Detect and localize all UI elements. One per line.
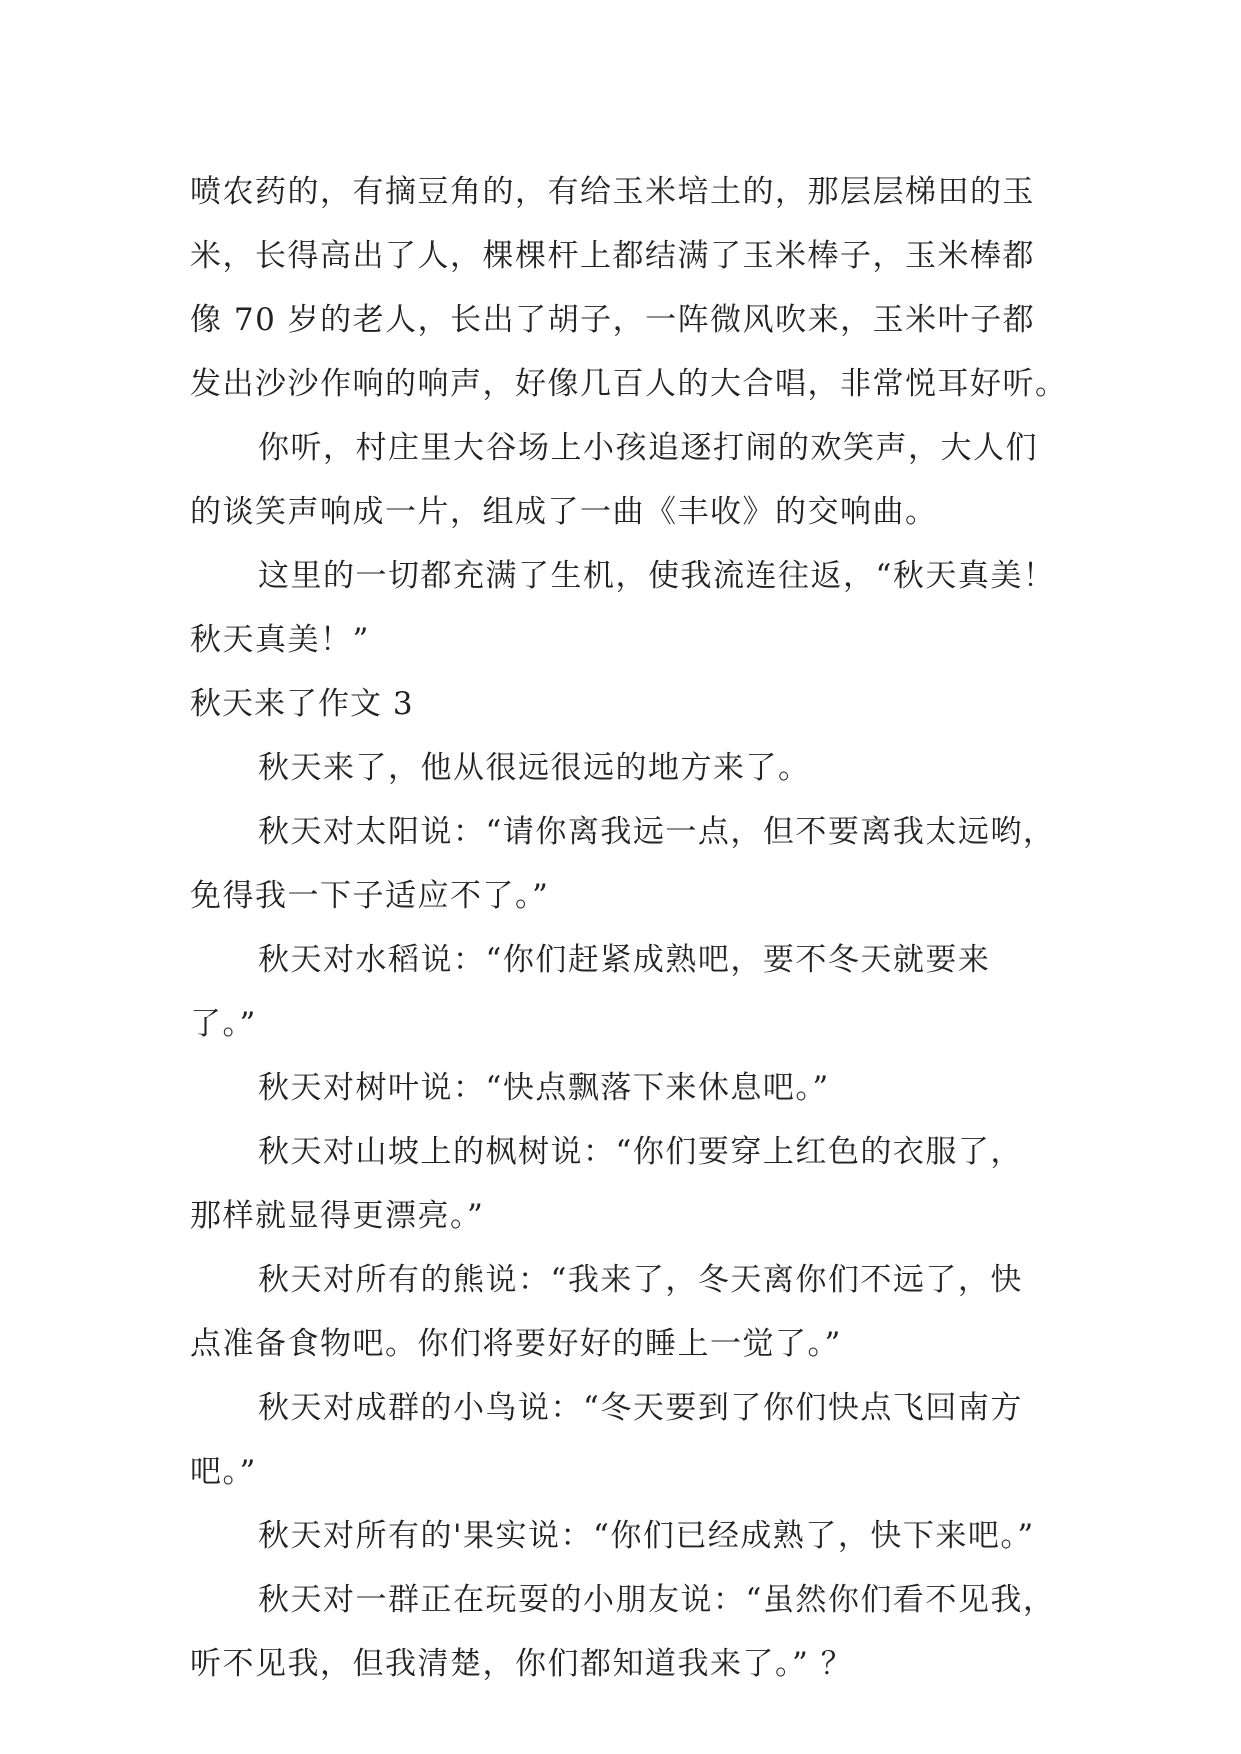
- text-line: 秋天真美！”: [190, 622, 370, 658]
- text-line: 像 70 岁的老人，长出了胡子，一阵微风吹来，玉米叶子都: [190, 302, 1036, 338]
- text-line: 秋天对树叶说：“快点飘落下来休息吧。”: [258, 1070, 830, 1106]
- text-line: 点准备食物吧。你们将要好好的睡上一觉了。”: [190, 1326, 842, 1362]
- text-line: 秋天对太阳说：“请你离我远一点，但不要离我太远哟，: [258, 814, 1056, 850]
- text-line: 吧。”: [190, 1454, 257, 1490]
- paragraph: [190, 736, 1050, 800]
- text-line: 秋天对所有的熊说：“我来了，冬天离你们不远了，快: [258, 1262, 1023, 1298]
- paragraph: [190, 1056, 1050, 1120]
- text-line: 秋天对山坡上的枫树说：“你们要穿上红色的衣服了，: [258, 1134, 1023, 1170]
- paragraph: [190, 1120, 1050, 1248]
- text-line: 这里的一切都充满了生机，使我流连往返，“秋天真美！: [258, 558, 1056, 594]
- text-line: 米，长得高出了人，棵棵杆上都结满了玉米棒子，玉米棒都: [190, 238, 1035, 274]
- paragraph: [190, 1504, 1050, 1568]
- section-heading: 秋天来了作文 3: [190, 686, 414, 722]
- text-line: 秋天对成群的小鸟说：“冬天要到了你们快点飞回南方: [258, 1390, 1023, 1426]
- paragraph: [190, 1568, 1056, 1696]
- text-line: 秋天对所有的'果实说：“你们已经成熟了，快下来吧。”: [258, 1518, 1035, 1554]
- document-body: [190, 160, 1068, 1696]
- text-line: 了。”: [190, 1006, 257, 1042]
- text-line: 秋天对水稻说：“你们赶紧成熟吧，要不冬天就要来: [258, 942, 991, 978]
- paragraph: [190, 544, 1056, 672]
- text-line: 那样就显得更漂亮。”: [190, 1198, 485, 1234]
- text-line: 的谈笑声响成一片，组成了一曲《丰收》的交响曲。: [190, 494, 938, 530]
- paragraph: [190, 1248, 1050, 1376]
- text-line: 秋天对一群正在玩耍的小朋友说：“虽然你们看不见我，: [258, 1582, 1056, 1618]
- text-line: 你听，村庄里大谷场上小孩追逐打闹的欢笑声，大人们: [258, 430, 1038, 466]
- text-line: 喷农药的，有摘豆角的，有给玉米培土的，那层层梯田的玉: [190, 174, 1035, 210]
- text-line: 秋天来了，他从很远很远的地方来了。: [258, 750, 811, 786]
- text-line: 听不见我，但我清楚，你们都知道我来了。” ？: [190, 1646, 854, 1682]
- text-line: 发出沙沙作响的响声，好像几百人的大合唱，非常悦耳好听。: [190, 366, 1068, 402]
- paragraph: [190, 800, 1056, 928]
- paragraph: [190, 928, 1050, 1056]
- text-line: 免得我一下子适应不了。”: [190, 878, 550, 914]
- paragraph: [190, 416, 1050, 544]
- paragraph: [190, 160, 1068, 416]
- paragraph: [190, 1376, 1050, 1504]
